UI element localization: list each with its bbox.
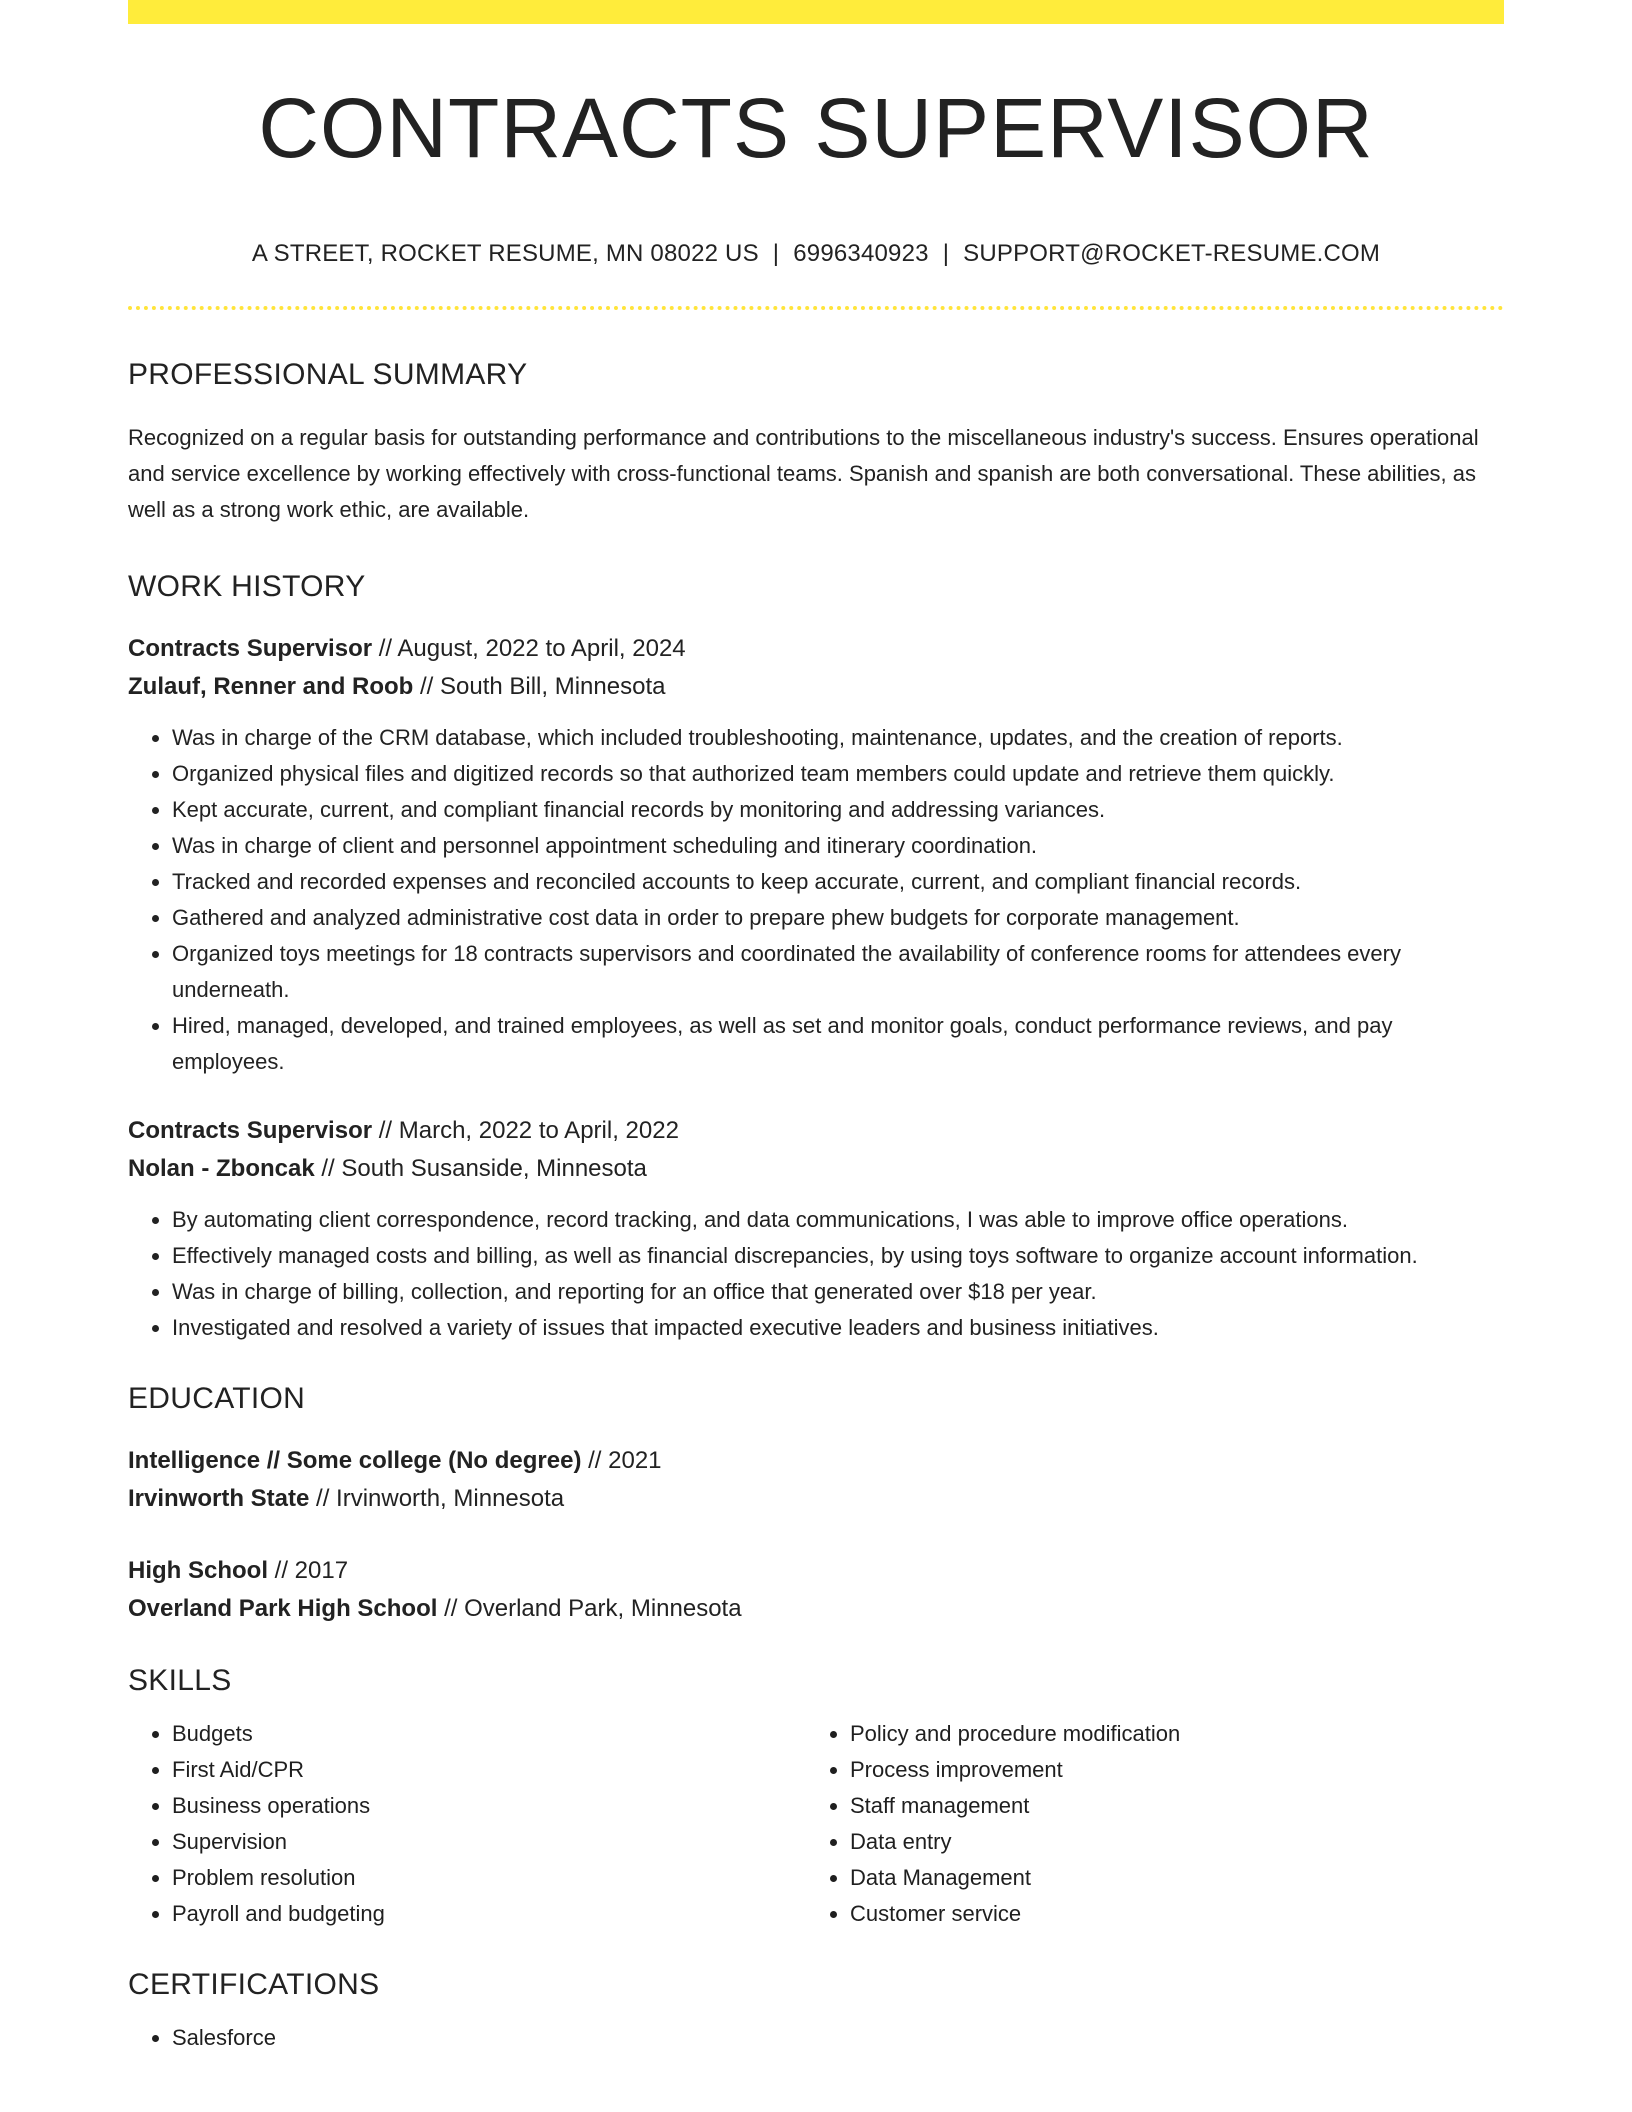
skills-list-left [128,1716,806,1932]
summary-text: Recognized on a regular basis for outstanding performance and contributions to the miscellaneous industry's success. Ensures operational and service excellence by working effectively with cross-functional teams. Spanish and spanish are both conversational. These abilities, as well as a strong work ethic, are available. [128,425,1479,522]
skill-item: • Customer service [850,1896,1484,1932]
job-bullet: • Was in charge of client and personnel appointment scheduling and itinerary coordination. [172,828,1504,864]
job-bullet: • Kept accurate, current, and compliant financial records by monitoring and addressing variances. [172,792,1504,828]
accent-bar [128,0,1504,24]
job-title-line [128,630,1504,668]
contact-address: A STREET, ROCKET RESUME, MN 08022 US [251,240,759,267]
job-bullet: • Was in charge of billing, collection, and reporting for an office that generated over $18 per year. [172,1274,1504,1310]
skill-item: • Data entry [850,1824,1484,1860]
certifications-heading: CERTIFICATIONS [128,1968,380,2001]
job-entry [128,630,1504,1080]
work-history-heading: WORK HISTORY [128,570,366,603]
skill-item: • Data Management [850,1860,1484,1896]
education-school: Overland Park High School [128,1595,438,1622]
education-degree: High School [128,1557,268,1584]
resume-name: CONTRACTS SUPERVISOR [258,81,1374,175]
contact-phone: 6996340923 [793,240,929,267]
resume-page [128,0,1504,2056]
job-bullet: • Tracked and recorded expenses and reconciled accounts to keep accurate, current, and compliant financial records. [172,864,1504,900]
job-bullet: • Investigated and resolved a variety of issues that impacted executive leaders and business initiatives. [172,1310,1504,1346]
job-title-line [128,1112,1504,1150]
education-school-line [128,1480,1504,1518]
job-bullet: • Organized toys meetings for 18 contracts supervisors and coordinated the availability of conference rooms for attendees every underneath. [172,936,1504,1008]
education-entry [128,1552,1504,1628]
skills-columns [128,1716,1504,1932]
job-company: Zulauf, Renner and Roob [128,673,414,700]
job-dates: // August, 2022 to April, 2024 [372,635,686,662]
skill-item: • Process improvement [850,1752,1484,1788]
certification-item: • Salesforce [172,2020,1504,2056]
job-location: // South Susanside, Minnesota [314,1155,647,1182]
education-degree: Intelligence // Some college (No degree) [128,1447,582,1474]
job-bullet: • By automating client correspondence, record tracking, and data communications, I was able to improve office operations. [172,1202,1504,1238]
job-bullets [128,1202,1504,1346]
contact-email: SUPPORT@ROCKET-RESUME.COM [963,240,1381,267]
job-company-line [128,668,1504,706]
education-year: // 2017 [268,1557,349,1584]
skills-list-right [806,1716,1484,1932]
job-dates: // March, 2022 to April, 2022 [372,1117,679,1144]
contact-separator: | [772,240,780,267]
summary-heading: PROFESSIONAL SUMMARY [128,358,528,391]
education-location: // Overland Park, Minnesota [437,1595,742,1622]
skill-item: • Budgets [172,1716,806,1752]
contact-separator: | [942,240,950,267]
job-bullet: • Effectively managed costs and billing, as well as financial discrepancies, by using toys software to organize account information. [172,1238,1504,1274]
job-entry [128,1112,1504,1346]
education-heading: EDUCATION [128,1382,306,1415]
skill-item: • Policy and procedure modification [850,1716,1484,1752]
education-location: // Irvinworth, Minnesota [309,1485,565,1512]
job-role: Contracts Supervisor [128,635,373,662]
education-degree-line [128,1442,1504,1480]
job-bullet: • Was in charge of the CRM database, which included troubleshooting, maintenance, updates, and the creation of reports. [172,720,1504,756]
skills-heading: SKILLS [128,1664,232,1697]
certifications-list [128,2020,1504,2056]
job-company: Nolan - Zboncak [128,1155,315,1182]
job-role: Contracts Supervisor [128,1117,373,1144]
skill-item: • Payroll and budgeting [172,1896,806,1932]
education-school: Irvinworth State [128,1485,310,1512]
skill-item: • Supervision [172,1824,806,1860]
job-bullets [128,720,1504,1080]
education-year: // 2021 [581,1447,662,1474]
contact-line [128,240,1504,268]
education-entry [128,1442,1504,1518]
job-bullet: • Organized physical files and digitized records so that authorized team members could update and retrieve them quickly. [172,756,1504,792]
job-bullet: • Hired, managed, developed, and trained employees, as well as set and monitor goals, conduct performance reviews, and pay employees. [172,1008,1504,1080]
dotted-divider [128,306,1504,310]
education-degree-line [128,1552,1504,1590]
skill-item: • First Aid/CPR [172,1752,806,1788]
job-bullet: • Gathered and analyzed administrative cost data in order to prepare phew budgets for corporate management. [172,900,1504,936]
skill-item: • Business operations [172,1788,806,1824]
education-school-line [128,1590,1504,1628]
job-company-line [128,1150,1504,1188]
job-location: // South Bill, Minnesota [413,673,666,700]
skill-item: • Staff management [850,1788,1484,1824]
skill-item: • Problem resolution [172,1860,806,1896]
